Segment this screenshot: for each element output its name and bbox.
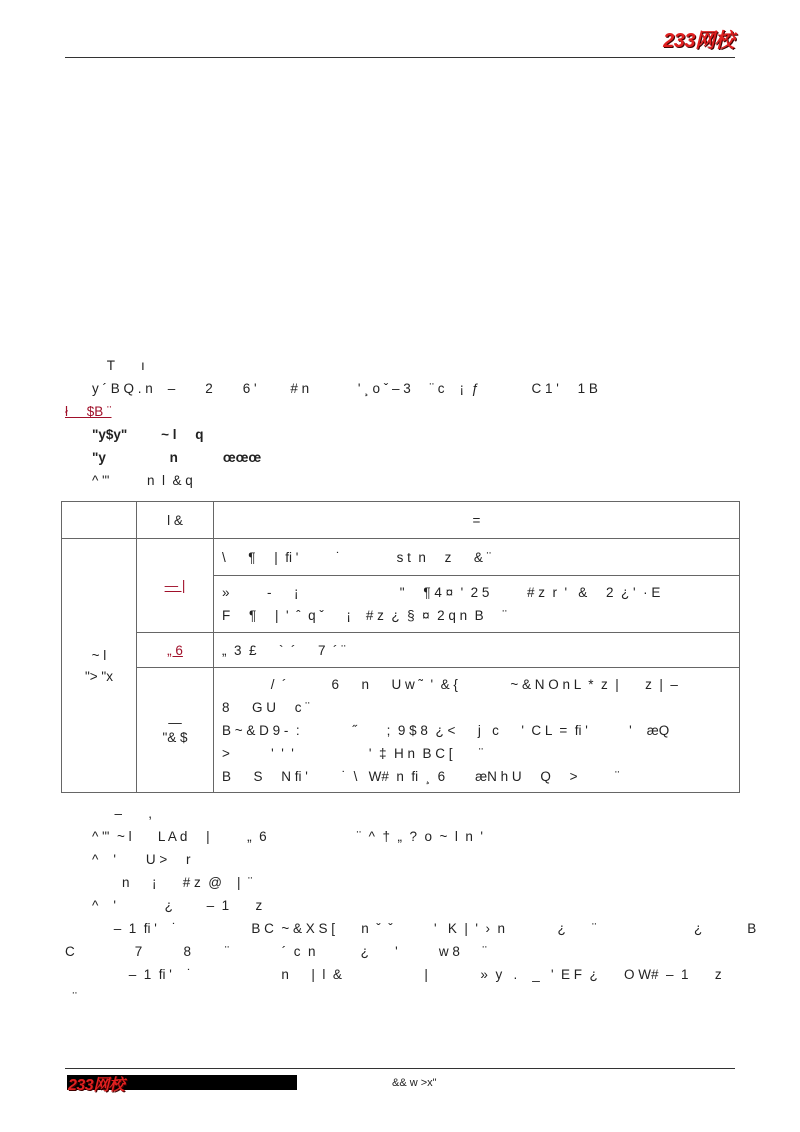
table-cell-line: B ~ & D 9 - : ˝ ; 9 $ 8 ¿ < j c ' C L = fi ' ' æQ [222,722,670,738]
table-cell [214,668,740,793]
table-row-label: — "& $ [137,668,214,793]
body-line: ^ "' n l & q [92,473,193,488]
body-line: C 7 8 ¨ ´ c n ¿ ' w 8 ¨ [65,944,487,959]
table-row [62,539,740,576]
body-line: T ı [92,358,145,373]
header-rule [65,57,735,58]
body-line: "y$y" ~ l q [92,427,204,442]
table-cell-line: 8 G U c ¨ [222,699,310,715]
body-line: ^ "' ~ l L A d | „ 6 ¨ ^ † „ ? o ~ l n ' [92,829,483,844]
body-line: ł $B ¨ [65,404,112,419]
body-line: ¨ [65,990,77,1005]
table-cell-line: / ´ 6 n U w ˜ ' & { ~ & N O n L * z | z | – [222,676,678,692]
body-line: "y n œœœ [92,450,262,465]
table-row-label: „ 6 [137,633,214,668]
table-header-row [62,502,740,539]
table-row [62,668,740,793]
table-group-label: "> "x [85,668,113,684]
body-line: ^ ' ¿ – 1 z [92,898,263,913]
table-cell-line: > ' ' ' ' ‡ H n B C [ ¨ [222,745,484,761]
body-line: – 1 fi ' ˙ n | l & | » y . _ ' E F ¿ O W# – 1 z [65,967,722,982]
content-table [61,501,740,793]
footer-logo: 233网校 [68,1077,125,1094]
table-row-label: — | [137,539,214,633]
body-line: ^ ' U > r [92,852,191,867]
table-cell-line: » - ¡ " ¶ 4 ¤ ' 2 5 # z r ' & 2 ¿ ' · E [222,585,661,600]
header-logo: 233网校 [663,30,734,52]
table-group-label: ~ l [91,647,107,663]
body-line: – 1 fi ' ˙ B C ~ & X S [ n ˇ ˇ ' K | ' › n ¿ ¨ ¿ B [65,921,757,936]
table-cell-line: \ ¶ | fi ' ˙ s t n z & ¨ [222,549,492,565]
table-cell [214,633,740,668]
table-header-cell [62,502,137,539]
table-cell-line: F ¶ | ' ˆ q ˇ ¡ # z ¿ § ¤ 2 q n B ¨ [222,608,507,623]
table-group-cell [62,539,137,793]
body-line: y ´ B Q . n – 2 6 ' # n ' ¸ o ˇ – 3 ¨ c ¡ ƒ C 1 ' 1 B [92,381,598,396]
table-cell [214,576,740,633]
footer-rule [65,1068,735,1069]
table-cell-line: B S N fi ' ˙ \ W# n fi ¸ 6 æN h U Q > ¨ [222,768,620,784]
table-header-cell: l & [137,502,214,539]
body-line: – , [92,806,153,821]
table-header-cell: = [214,502,740,539]
footer-text: && w >x" [392,1077,437,1089]
table-cell [214,539,740,576]
table-row [62,633,740,668]
body-line: n ¡ # z @ | ¨ [92,875,253,890]
table-cell-line: „ 3 £ ` ´ 7 ´ ¨ [222,642,346,658]
